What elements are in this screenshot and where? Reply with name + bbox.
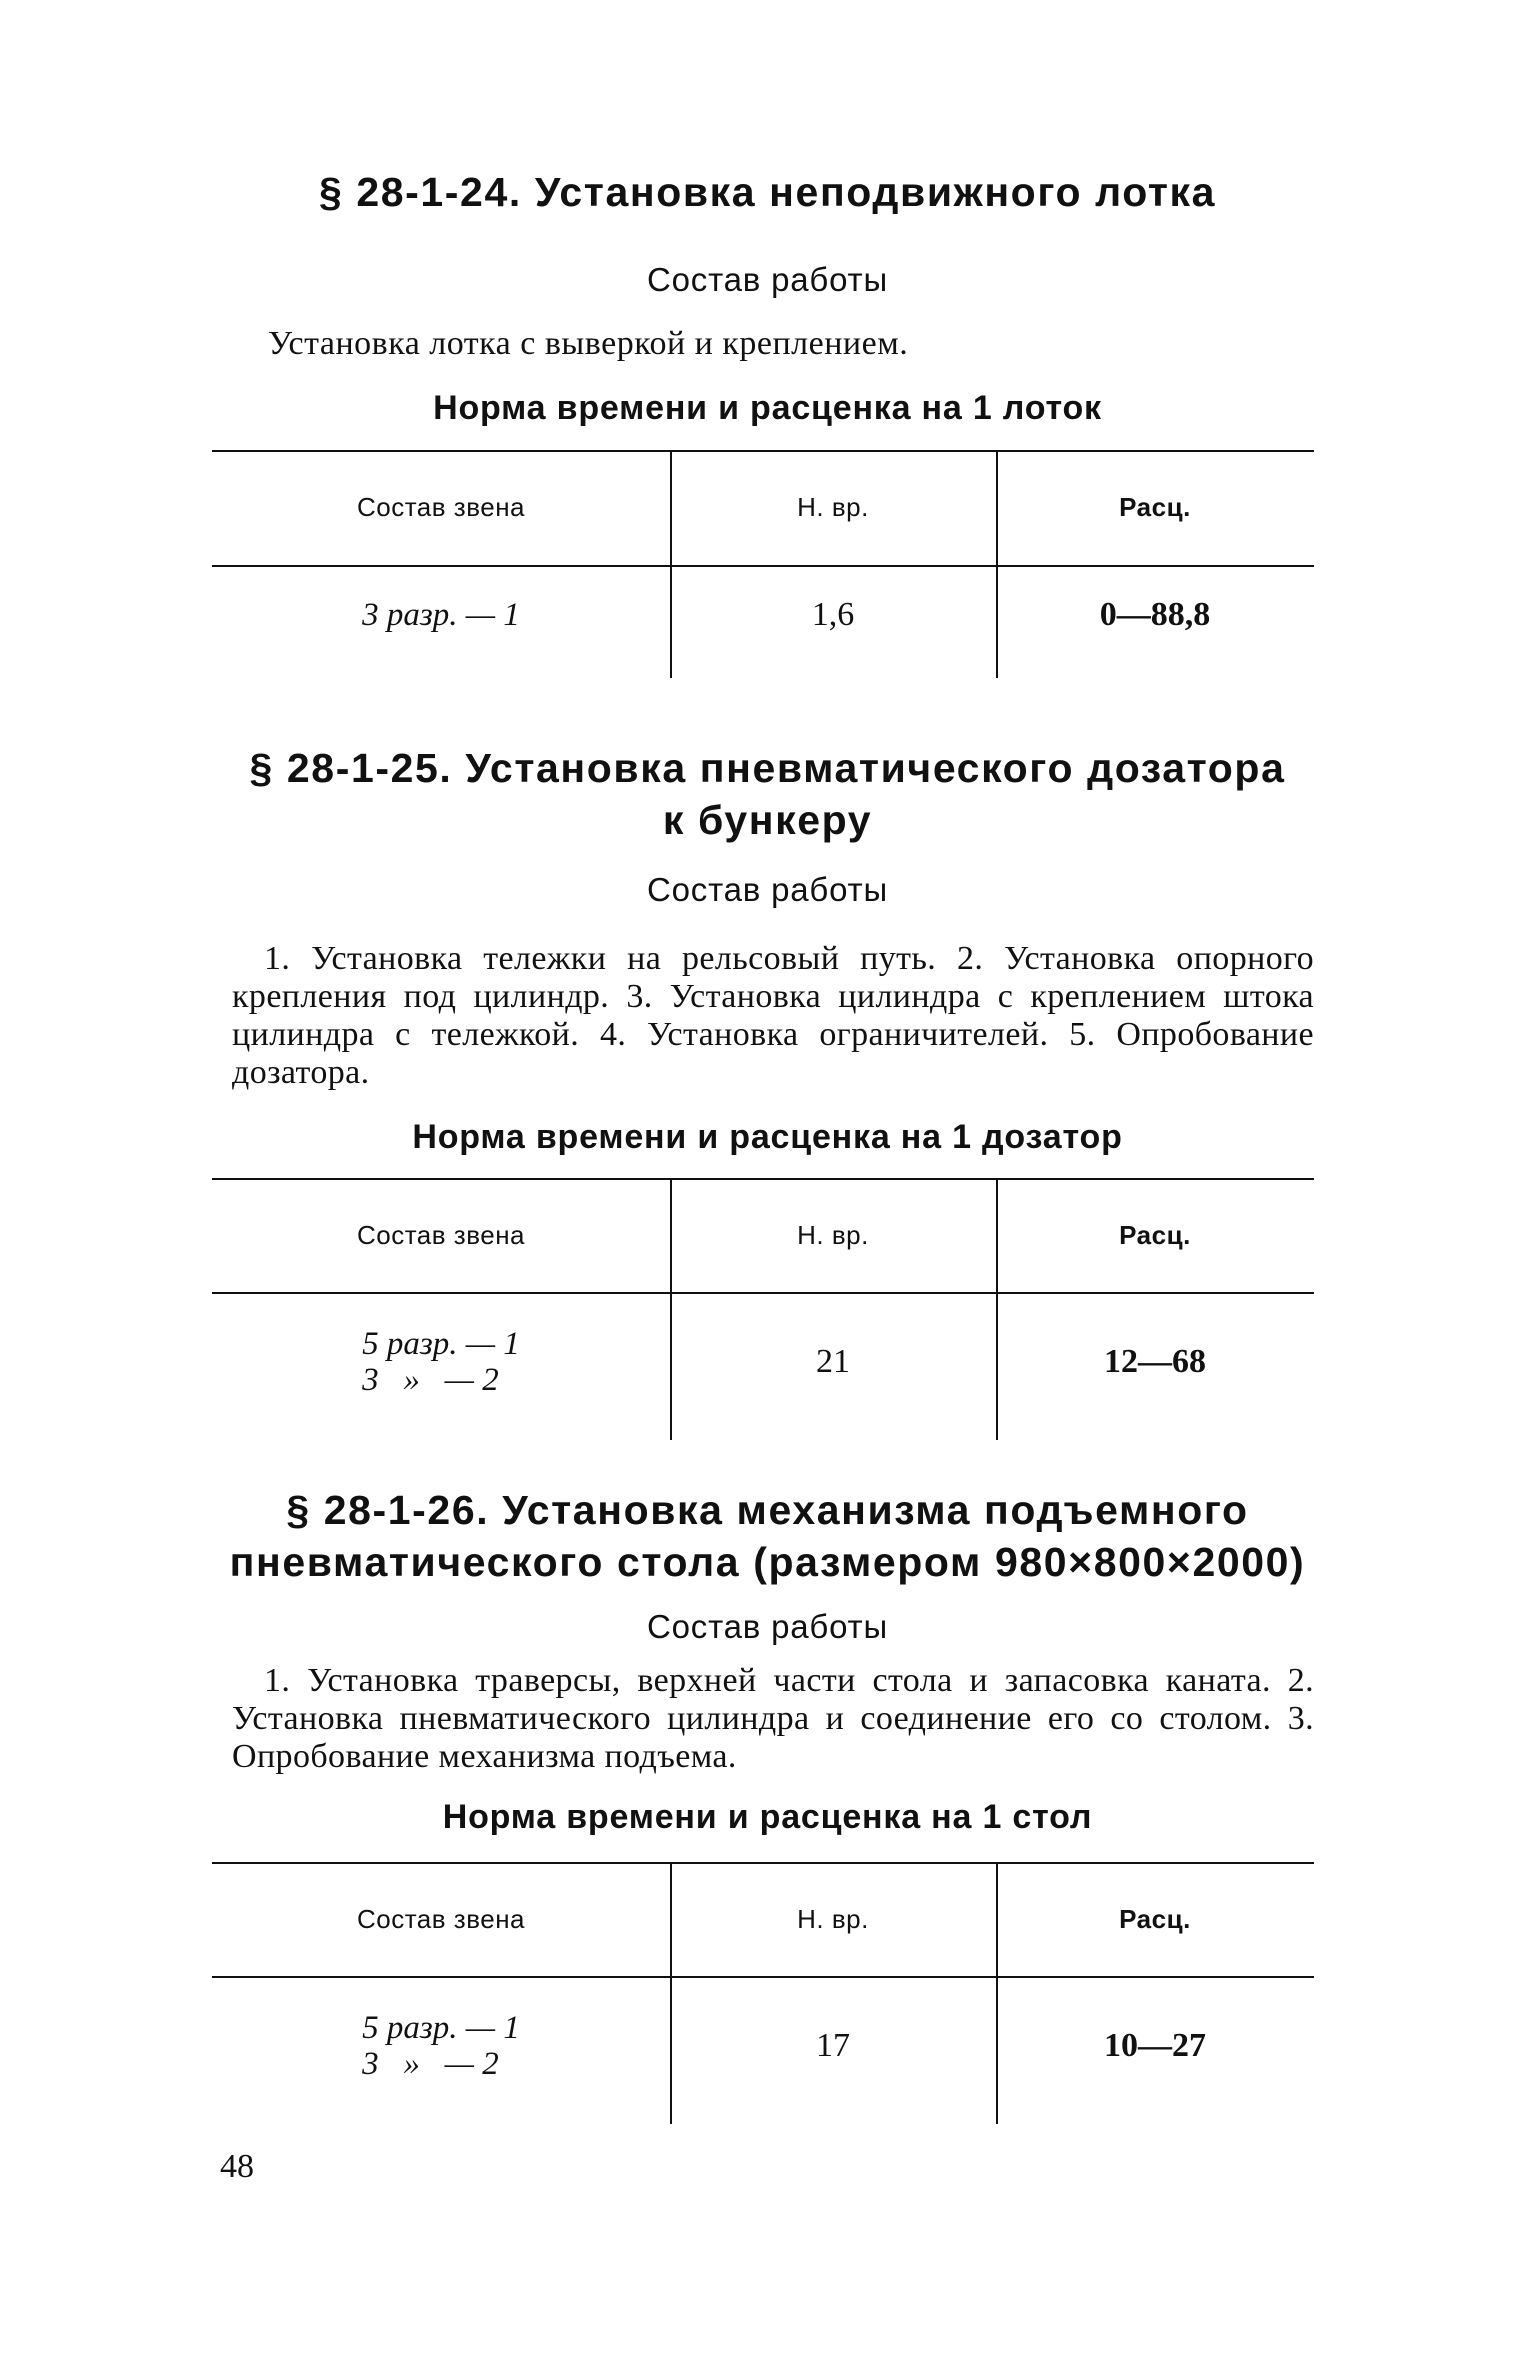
- section-title-line1: § 28-1-25. Установка пневматического дозатора: [249, 745, 1286, 791]
- norm-heading: Норма времени и расценка на 1 дозатор: [412, 1118, 1123, 1156]
- header-rate: Расц.: [1119, 1903, 1191, 1934]
- header-time: Н. вр.: [797, 1903, 869, 1934]
- header-rate: Расц.: [1119, 1219, 1191, 1250]
- header-crew: Состав звена: [356, 492, 526, 522]
- rate-value: 0—88,8: [1099, 596, 1211, 633]
- time-norm: 21: [816, 1343, 850, 1380]
- page-number: 48: [220, 2148, 254, 2185]
- work-heading: Состав работы: [647, 261, 888, 298]
- header-crew: Состав звена: [356, 1219, 526, 1250]
- work-text: 1. Установка траверсы, верхней части стола и запасовка каната. 2. Установка пневматического цилиндра и соединение его со столом. 3. Опробование механизма подъема.: [232, 1662, 1314, 1775]
- section-title-line2: к бункеру: [662, 797, 873, 843]
- header-time: Н. вр.: [797, 492, 869, 522]
- header-time: Н. вр.: [797, 1219, 869, 1250]
- work-text: Установка лотка с выверкой и креплением.: [268, 325, 909, 362]
- work-heading: Состав работы: [647, 871, 888, 908]
- crew-composition: 5 разр. — 1 3 » — 2: [362, 2010, 520, 2082]
- time-norm: 17: [816, 2027, 850, 2064]
- section-title-line1: § 28-1-26. Установка механизма подъемного: [286, 1487, 1249, 1533]
- rate-value: 12—68: [1104, 1343, 1206, 1380]
- header-rate: Расц.: [1119, 492, 1191, 522]
- work-text: 1. Установка тележки на рельсовый путь. 2. Установка опорного крепления под цилиндр. 3. Установка цилиндра с креплением штока цилиндра с тележкой. 4. Установка ограничителей. 5. Опробование дозатора.: [232, 940, 1314, 1091]
- norm-table: [212, 1178, 1314, 1440]
- crew-composition: 5 разр. — 1 3 » — 2: [362, 1326, 520, 1398]
- header-crew: Состав звена: [356, 1903, 526, 1934]
- section-title: [200, 1484, 1335, 1588]
- section-title: [200, 742, 1335, 846]
- section-title: § 28-1-24. Установка неподвижного лотка: [318, 169, 1217, 215]
- norm-heading: Норма времени и расценка на 1 лоток: [433, 389, 1102, 427]
- crew-composition: 3 разр. — 1: [362, 597, 520, 633]
- norm-table: [212, 450, 1314, 680]
- time-norm: 1,6: [811, 596, 855, 633]
- norm-heading: Норма времени и расценка на 1 стол: [442, 1798, 1093, 1836]
- work-heading: Состав работы: [647, 1608, 888, 1645]
- rate-value: 10—27: [1104, 2027, 1206, 2064]
- section-title-line2: пневматического стола (размером 980×800×2000): [229, 1539, 1306, 1585]
- norm-table: [212, 1862, 1314, 2124]
